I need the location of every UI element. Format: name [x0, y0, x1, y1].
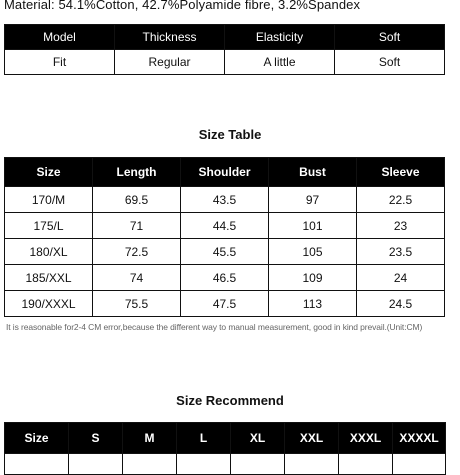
length-cell: 74 [93, 265, 181, 291]
attr-header-elasticity: Elasticity [225, 25, 335, 50]
attr-header-thickness: Thickness [115, 25, 225, 50]
bust-cell: 113 [269, 291, 357, 317]
sleeve-cell: 23.5 [357, 239, 445, 265]
length-cell: 75.5 [93, 291, 181, 317]
shoulder-cell: 46.5 [181, 265, 269, 291]
recommend-header-s: S [69, 423, 123, 454]
size-cell: 180/XL [5, 239, 93, 265]
length-cell: 71 [93, 213, 181, 239]
recommend-header-xxl: XXL [285, 423, 339, 454]
table-cell [231, 454, 285, 475]
recommend-header-xl: XL [231, 423, 285, 454]
shoulder-cell: 43.5 [181, 187, 269, 213]
material-composition: Material: 54.1%Cotton, 42.7%Polyamide fibre, 3.2%Spandex [4, 0, 361, 12]
table-row [5, 454, 446, 475]
attr-value-thickness: Regular [115, 50, 225, 75]
attr-value-soft: Soft [335, 50, 445, 75]
table-cell [285, 454, 339, 475]
table-row [5, 239, 445, 265]
size-header-length: Length [93, 158, 181, 187]
sleeve-cell: 22.5 [357, 187, 445, 213]
table-cell [393, 454, 446, 475]
table-cell [339, 454, 393, 475]
attributes-value-row [5, 50, 445, 75]
length-cell: 69.5 [93, 187, 181, 213]
measurement-note: It is reasonable for2-4 CM error,because the different way to manual measurement, good in kind prevail.(Unit:CM) [6, 322, 423, 332]
length-cell: 72.5 [93, 239, 181, 265]
size-header-shoulder: Shoulder [181, 158, 269, 187]
table-cell [123, 454, 177, 475]
shoulder-cell: 44.5 [181, 213, 269, 239]
table-cell [69, 454, 123, 475]
sleeve-cell: 24 [357, 265, 445, 291]
attributes-table [4, 24, 445, 75]
attr-header-model: Model [5, 25, 115, 50]
bust-cell: 101 [269, 213, 357, 239]
size-header-sleeve: Sleeve [357, 158, 445, 187]
attributes-header-row [5, 25, 445, 50]
size-header-size: Size [5, 158, 93, 187]
bust-cell: 109 [269, 265, 357, 291]
sleeve-cell: 24.5 [357, 291, 445, 317]
size-cell: 175/L [5, 213, 93, 239]
recommend-header-size: Size [5, 423, 69, 454]
attr-header-soft: Soft [335, 25, 445, 50]
size-table [4, 157, 445, 317]
sleeve-cell: 23 [357, 213, 445, 239]
recommend-header-xxxxl: XXXXL [393, 423, 446, 454]
size-table-header-row [5, 158, 445, 187]
table-row [5, 213, 445, 239]
recommend-header-m: M [123, 423, 177, 454]
size-recommend-title: Size Recommend [176, 393, 284, 408]
size-header-bust: Bust [269, 158, 357, 187]
size-table-title: Size Table [198, 127, 262, 142]
table-row [5, 291, 445, 317]
bust-cell: 105 [269, 239, 357, 265]
shoulder-cell: 47.5 [181, 291, 269, 317]
size-recommend-table [4, 422, 446, 475]
table-cell [177, 454, 231, 475]
table-row [5, 187, 445, 213]
attr-value-elasticity: A little [225, 50, 335, 75]
size-cell: 170/M [5, 187, 93, 213]
recommend-header-xxxl: XXXL [339, 423, 393, 454]
table-cell [5, 454, 69, 475]
size-cell: 190/XXXL [5, 291, 93, 317]
size-cell: 185/XXL [5, 265, 93, 291]
table-row [5, 265, 445, 291]
bust-cell: 97 [269, 187, 357, 213]
size-recommend-header-row [5, 423, 446, 454]
attr-value-model: Fit [5, 50, 115, 75]
shoulder-cell: 45.5 [181, 239, 269, 265]
recommend-header-l: L [177, 423, 231, 454]
